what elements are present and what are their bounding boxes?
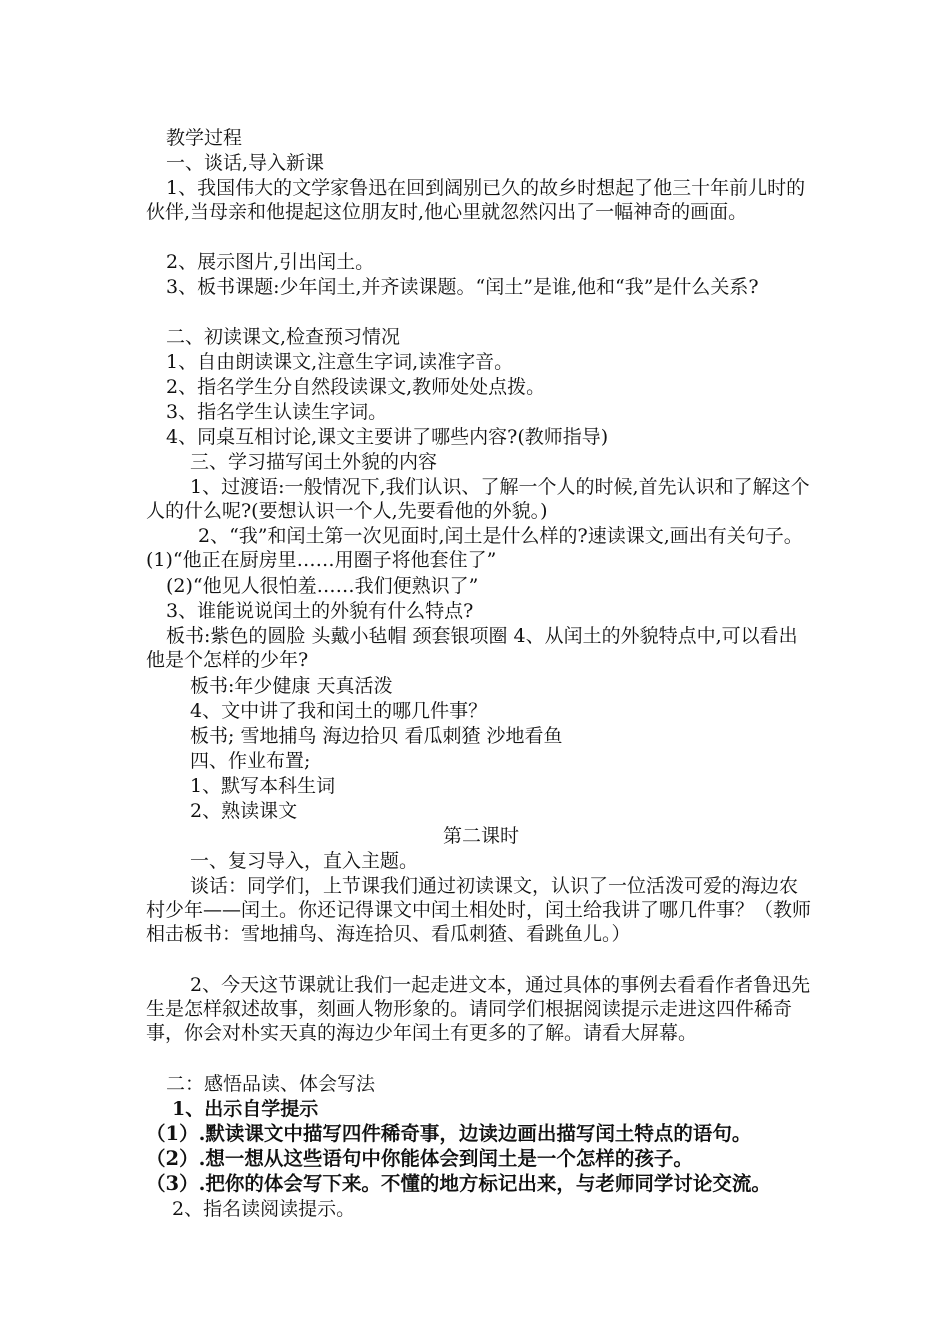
paragraph: 3、指名学生认读生字词。	[166, 401, 388, 423]
lesson-two-heading: 第二课时	[442, 825, 519, 847]
section-heading-6: 二：感悟品读、体会写法	[166, 1073, 376, 1095]
paragraph: 2、熟读课文	[190, 800, 298, 822]
paragraph: 4、文中讲了我和闰土的哪几件事？	[190, 700, 488, 722]
hint-item-2: （2）.想一想从这些语句中你能体会到闰土是一个怎样的孩子。	[146, 1147, 693, 1170]
paragraph: 1、自由朗读课文,注意生字词,读准字音。	[166, 351, 514, 373]
section-heading-2: 二、初读课文,检查预习情况	[166, 326, 401, 348]
paragraph: 2、“我”和闰土第一次见面时,闰土是什么样的?速读课文,画出有关句子。 (1)“他正在厨房里……用圈子将他套住了”	[146, 525, 803, 571]
paragraph: 板书:年少健康 天真活泼	[190, 675, 393, 697]
paragraph: 4、同桌互相讨论,课文主要讲了哪些内容?(教师指导)	[166, 426, 609, 448]
paragraph: 1、过渡语:一般情况下,我们认识、了解一个人的时候,首先认识和了解这个人的什么呢?(要想认识一个人,先要看他的外貌。)	[146, 476, 810, 522]
paragraph: 1、我国伟大的文学家鲁迅在回到阔别已久的故乡时想起了他三十年前儿时的伙伴,当母亲和他提起这位朋友时,他心里就忽然闪出了一幅神奇的画面。	[146, 177, 806, 223]
hint-item-3: （3）.把你的体会写下来。不懂的地方标记出来，与老师同学讨论交流。	[146, 1172, 771, 1195]
section-heading-1: 一、谈话,导入新课	[166, 152, 325, 174]
hint-item-1: （1）.默读课文中描写四件稀奇事，边读边画出描写闰土特点的语句。	[146, 1122, 752, 1145]
self-study-heading: 1、出示自学提示	[172, 1098, 319, 1120]
paragraph: 2、展示图片,引出闰土。	[166, 251, 375, 273]
paragraph: 3、板书课题:少年闰土,并齐读课题。“闰土”是谁,他和“我”是什么关系?	[166, 276, 759, 298]
section-heading-5: 一、复习导入，直入主题。	[190, 850, 419, 872]
paragraph: (2)“他见人很怕羞……我们便熟识了”	[166, 575, 479, 597]
paragraph: 2、指名学生分自然段读课文,教师处处点拨。	[166, 376, 546, 398]
paragraph: 1、默写本科生词	[190, 775, 336, 797]
paragraph: 3、谁能说说闰土的外貌有什么特点?	[166, 600, 474, 622]
paragraph: 2、今天这节课就让我们一起走进文本，通过具体的事例去看看作者鲁迅先生是怎样叙述故事，刻画人物形象的。请同学们根据阅读提示走进这四件稀奇事，你会对朴实天真的海边少年闰土有更多的了解。请看大屏幕。	[146, 974, 811, 1044]
heading-teaching-process: 教学过程	[166, 127, 243, 149]
paragraph: 板书; 雪地捕鸟 海边拾贝 看瓜刺猹 沙地看鱼	[190, 725, 563, 747]
paragraph: 谈话：同学们，上节课我们通过初读课文，认识了一位活泼可爱的海边农村少年——闰土。你还记得课文中闰土相处时，闰土给我讲了哪几件事？（教师相击板书：雪地捕鸟、海连拾贝、看瓜刺猹、看跳鱼儿。）	[146, 875, 812, 945]
section-heading-4: 四、作业布置;	[190, 750, 311, 772]
paragraph: 板书:紫色的圆脸 头戴小毡帽 颈套银项圈 4、从闰土的外貌特点中,可以看出他是个怎样的少年?	[146, 625, 798, 671]
section-heading-3: 三、学习描写闰土外貌的内容	[190, 451, 438, 473]
paragraph: 2、指名读阅读提示。	[172, 1198, 356, 1220]
